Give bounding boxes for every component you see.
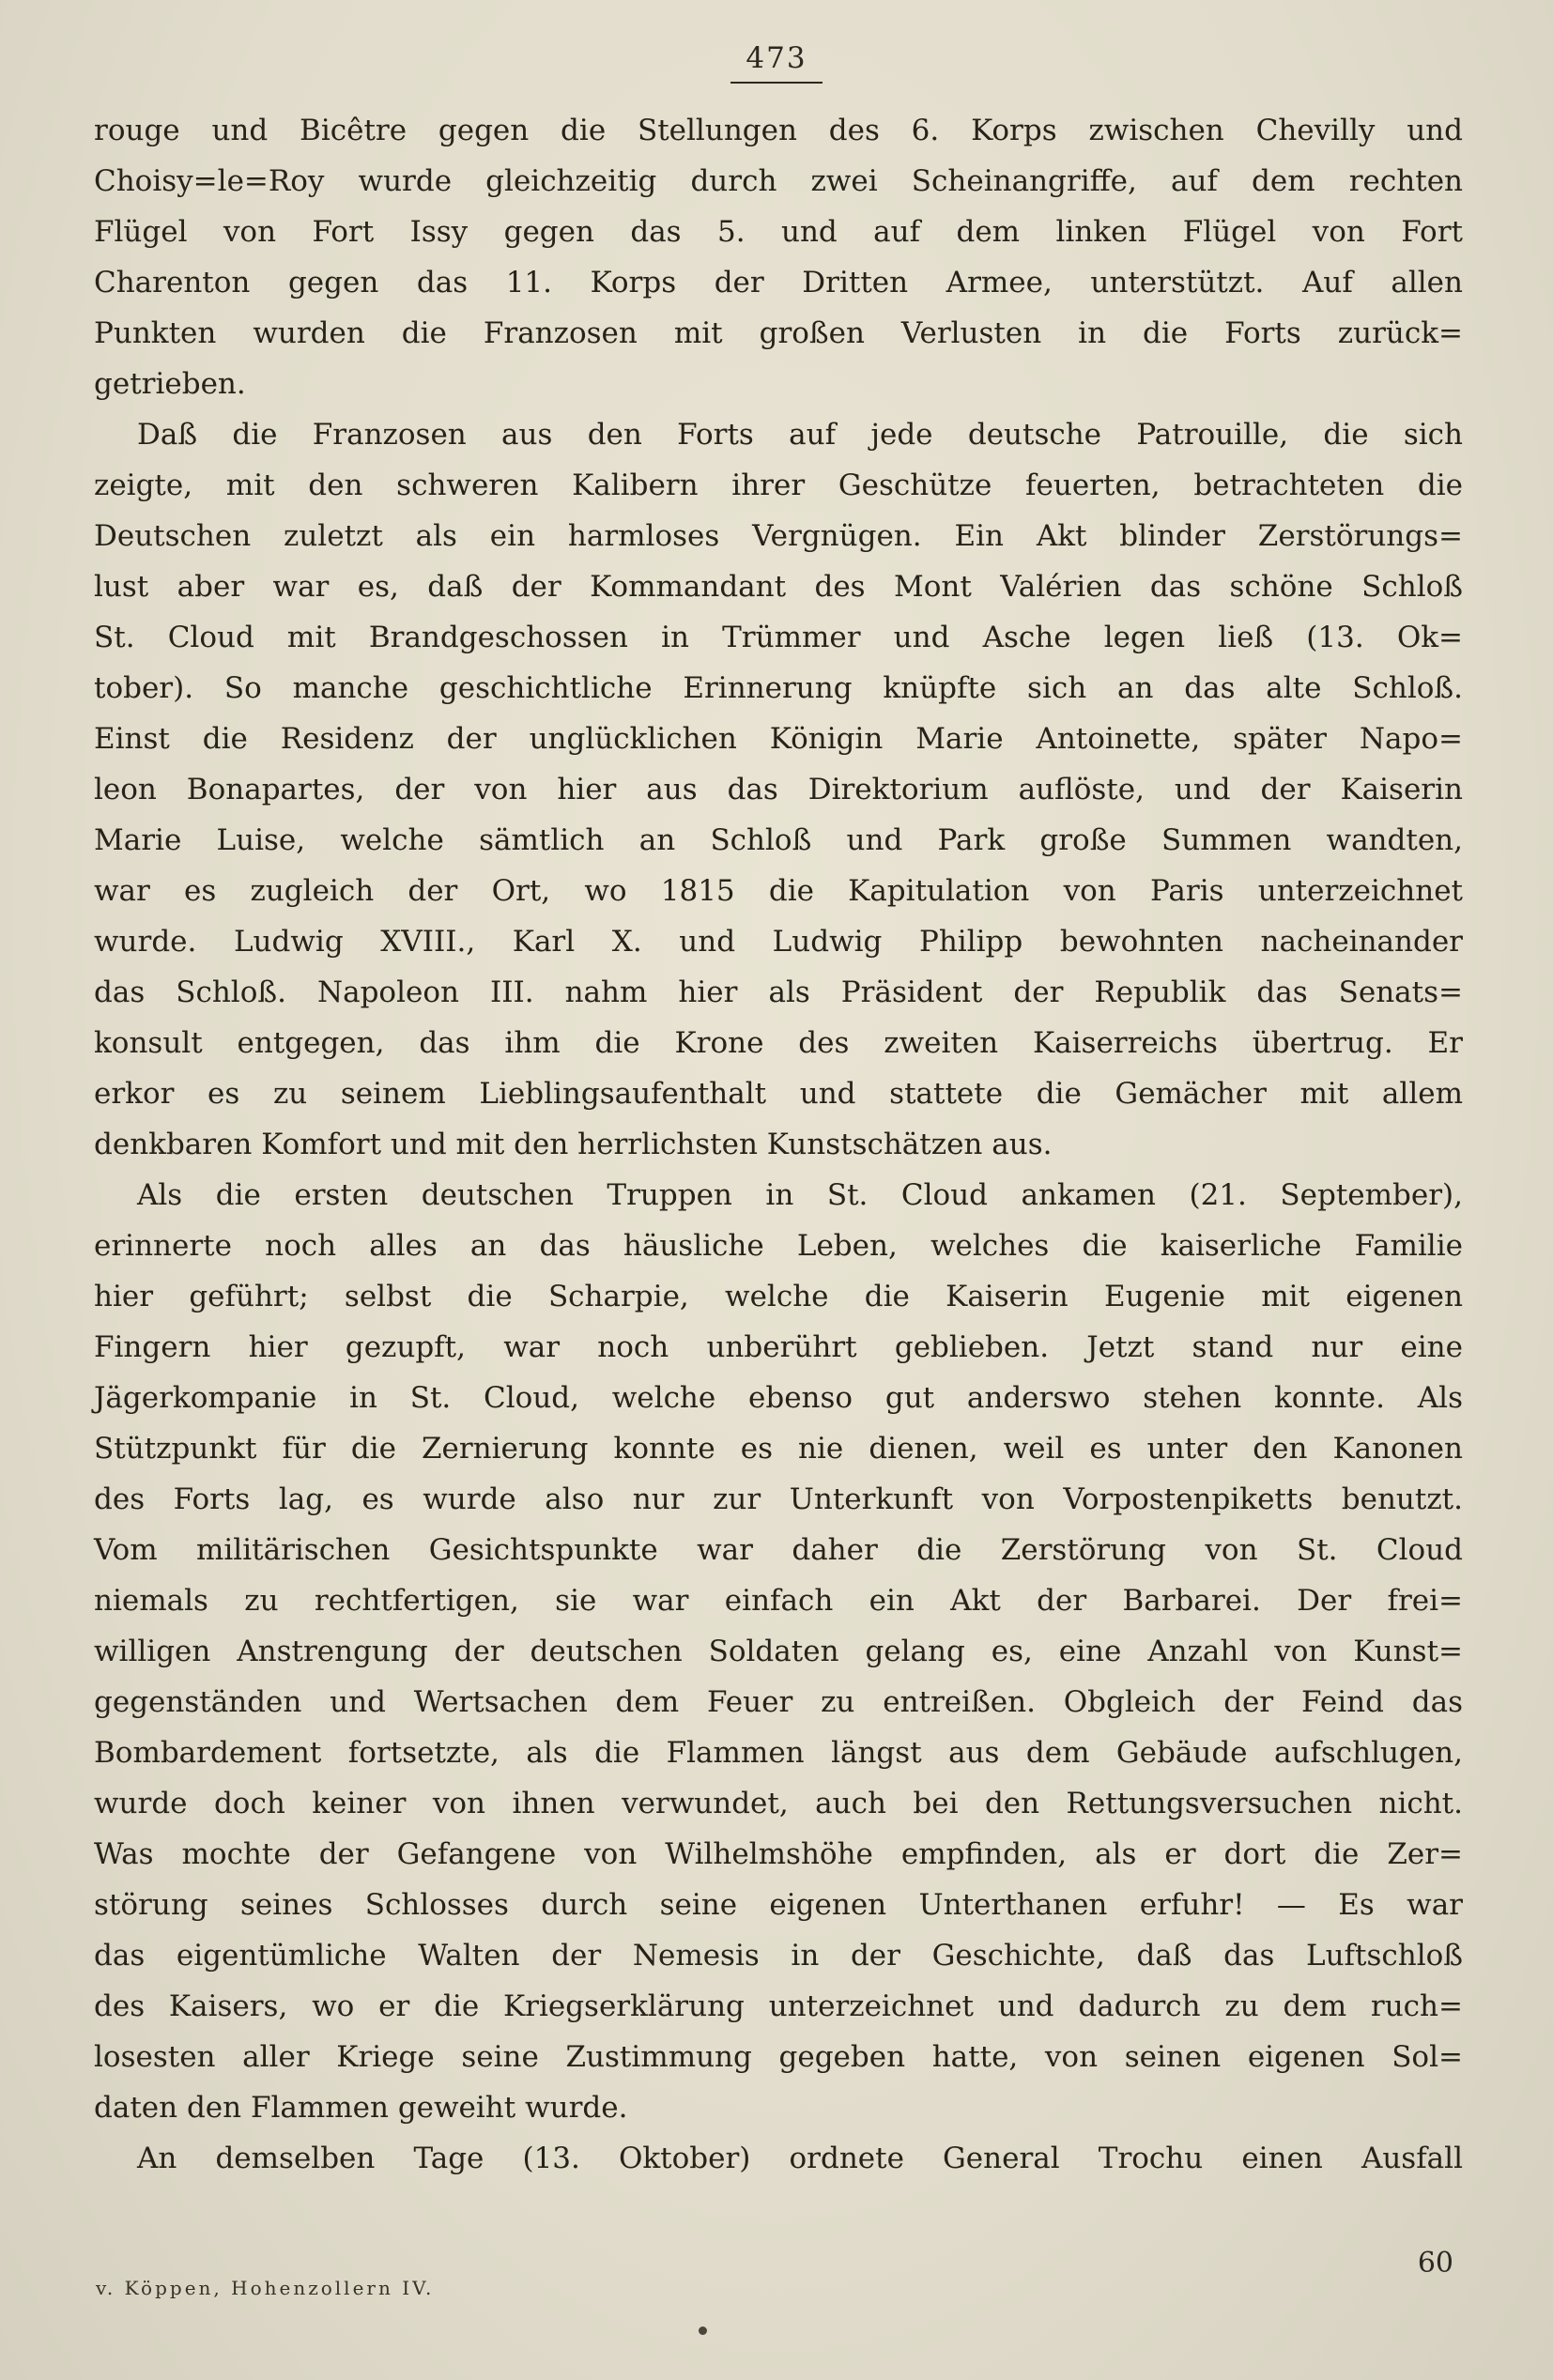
text-line: Marie Luise, welche sämtlich an Schloß und Park große Summen wandten, [94,823,1463,857]
paragraph [94,2133,1463,2184]
text-line: Bombardement fortsetzte, als die Flammen längst aus dem Gebäude aufschlugen, [94,1736,1463,1770]
text-line: erkor es zu seinem Lieblingsaufenthalt und stattete die Gemächer mit allem [94,1077,1463,1111]
text-line: denkbaren Komfort und mit den herrlichsten Kunstschätzen aus. [94,1128,1053,1161]
text-line: hier geführt; selbst die Scharpie, welche die Kaiserin Eugenie mit eigenen [94,1280,1463,1313]
text-line: Fingern hier gezupft, war noch unberührt geblieben. Jetzt stand nur eine [94,1330,1463,1364]
text-block [94,105,1463,2184]
text-line: wurde. Ludwig XVIII., Karl X. und Ludwig Philipp bewohnten nacheinander [94,925,1463,959]
paragraph [94,105,1463,409]
text-line: daten den Flammen geweiht wurde. [94,2091,628,2125]
text-line: lust aber war es, daß der Kommandant des Mont Valérien das schöne Schloß [94,570,1463,604]
ink-speck [699,2326,707,2335]
text-line: zeigte, mit den schweren Kalibern ihrer Geschütze feuerten, betrachteten die [94,468,1463,502]
text-line: rouge und Bicêtre gegen die Stellungen des 6. Korps zwischen Chevilly und [94,114,1463,147]
text-line: konsult entgegen, das ihm die Krone des zweiten Kaiserreichs übertrug. Er [94,1026,1463,1060]
text-line: Charenton gegen das 11. Korps der Dritten Armee, unterstützt. Auf allen [94,266,1463,299]
text-line: tober). So manche geschichtliche Erinnerung knüpfte sich an das alte Schloß. [94,671,1463,705]
text-line: erinnerte noch alles an das häusliche Leben, welches die kaiserliche Familie [94,1229,1463,1263]
book-signature: v. Köppen, Hohenzollern IV. [96,2277,435,2299]
text-line: St. Cloud mit Brandgeschossen in Trümmer und Asche legen ließ (13. Ok= [94,621,1463,654]
text-line: gegenständen und Wertsachen dem Feuer zu entreißen. Obgleich der Feind das [94,1685,1463,1719]
text-line: leon Bonapartes, der von hier aus das Direktorium auflöste, und der Kaiserin [94,773,1463,806]
text-line: Einst die Residenz der unglücklichen Königin Marie Antoinette, später Napo= [94,722,1463,756]
page-number-rule [730,82,823,84]
text-line: Daß die Franzosen aus den Forts auf jede deutsche Patrouille, die sich [137,418,1463,452]
page-number: 473 [746,41,807,75]
text-line: niemals zu rechtfertigen, sie war einfach ein Akt der Barbarei. Der frei= [94,1584,1463,1618]
paragraph [94,1170,1463,2133]
text-line: störung seines Schlosses durch seine eigenen Unterthanen erfuhr! — Es war [94,1888,1463,1922]
paragraph [94,409,1463,1170]
text-line: Punkten wurden die Franzosen mit großen Verlusten in die Forts zurück= [94,316,1463,350]
text-line: Deutschen zuletzt als ein harmloses Vergnügen. Ein Akt blinder Zerstörungs= [94,519,1463,553]
text-line: das Schloß. Napoleon III. nahm hier als Präsident der Republik das Senats= [94,975,1463,1009]
page-header [0,41,1553,84]
text-line: Was mochte der Gefangene von Wilhelmshöhe empfinden, als er dort die Zer= [94,1837,1463,1871]
text-line: das eigentümliche Walten der Nemesis in der Geschichte, daß das Luftschloß [94,1939,1463,1973]
text-line: Als die ersten deutschen Truppen in St. Cloud ankamen (21. September), [137,1178,1463,1212]
text-line: war es zugleich der Ort, wo 1815 die Kapitulation von Paris unterzeichnet [94,874,1463,908]
text-line: Stützpunkt für die Zernierung konnte es nie dienen, weil es unter den Kanonen [94,1432,1463,1466]
text-line: losesten aller Kriege seine Zustimmung gegeben hatte, von seinen eigenen Sol= [94,2040,1463,2074]
text-line: Jägerkompanie in St. Cloud, welche ebenso gut anderswo stehen konnte. Als [94,1381,1463,1415]
text-line: Vom militärischen Gesichtspunkte war daher die Zerstörung von St. Cloud [94,1533,1463,1567]
page-footer [94,2220,1463,2380]
text-line: getrieben. [94,367,246,401]
text-line: Choisy=le=Roy wurde gleichzeitig durch zwei Scheinangriffe, auf dem rechten [94,164,1463,198]
text-line: wurde doch keiner von ihnen verwundet, auch bei den Rettungsversuchen nicht. [94,1787,1463,1820]
text-line: des Kaisers, wo er die Kriegserklärung unterzeichnet und dadurch zu dem ruch= [94,1989,1463,2023]
text-line: willigen Anstrengung der deutschen Soldaten gelang es, eine Anzahl von Kunst= [94,1635,1463,1668]
sheet-number: 60 [1417,2247,1453,2280]
text-line: An demselben Tage (13. Oktober) ordnete General Trochu einen Ausfall [137,2142,1463,2175]
text-line: des Forts lag, es wurde also nur zur Unterkunft von Vorpostenpiketts benutzt. [94,1482,1463,1516]
text-line: Flügel von Fort Issy gegen das 5. und auf dem linken Flügel von Fort [94,215,1463,249]
